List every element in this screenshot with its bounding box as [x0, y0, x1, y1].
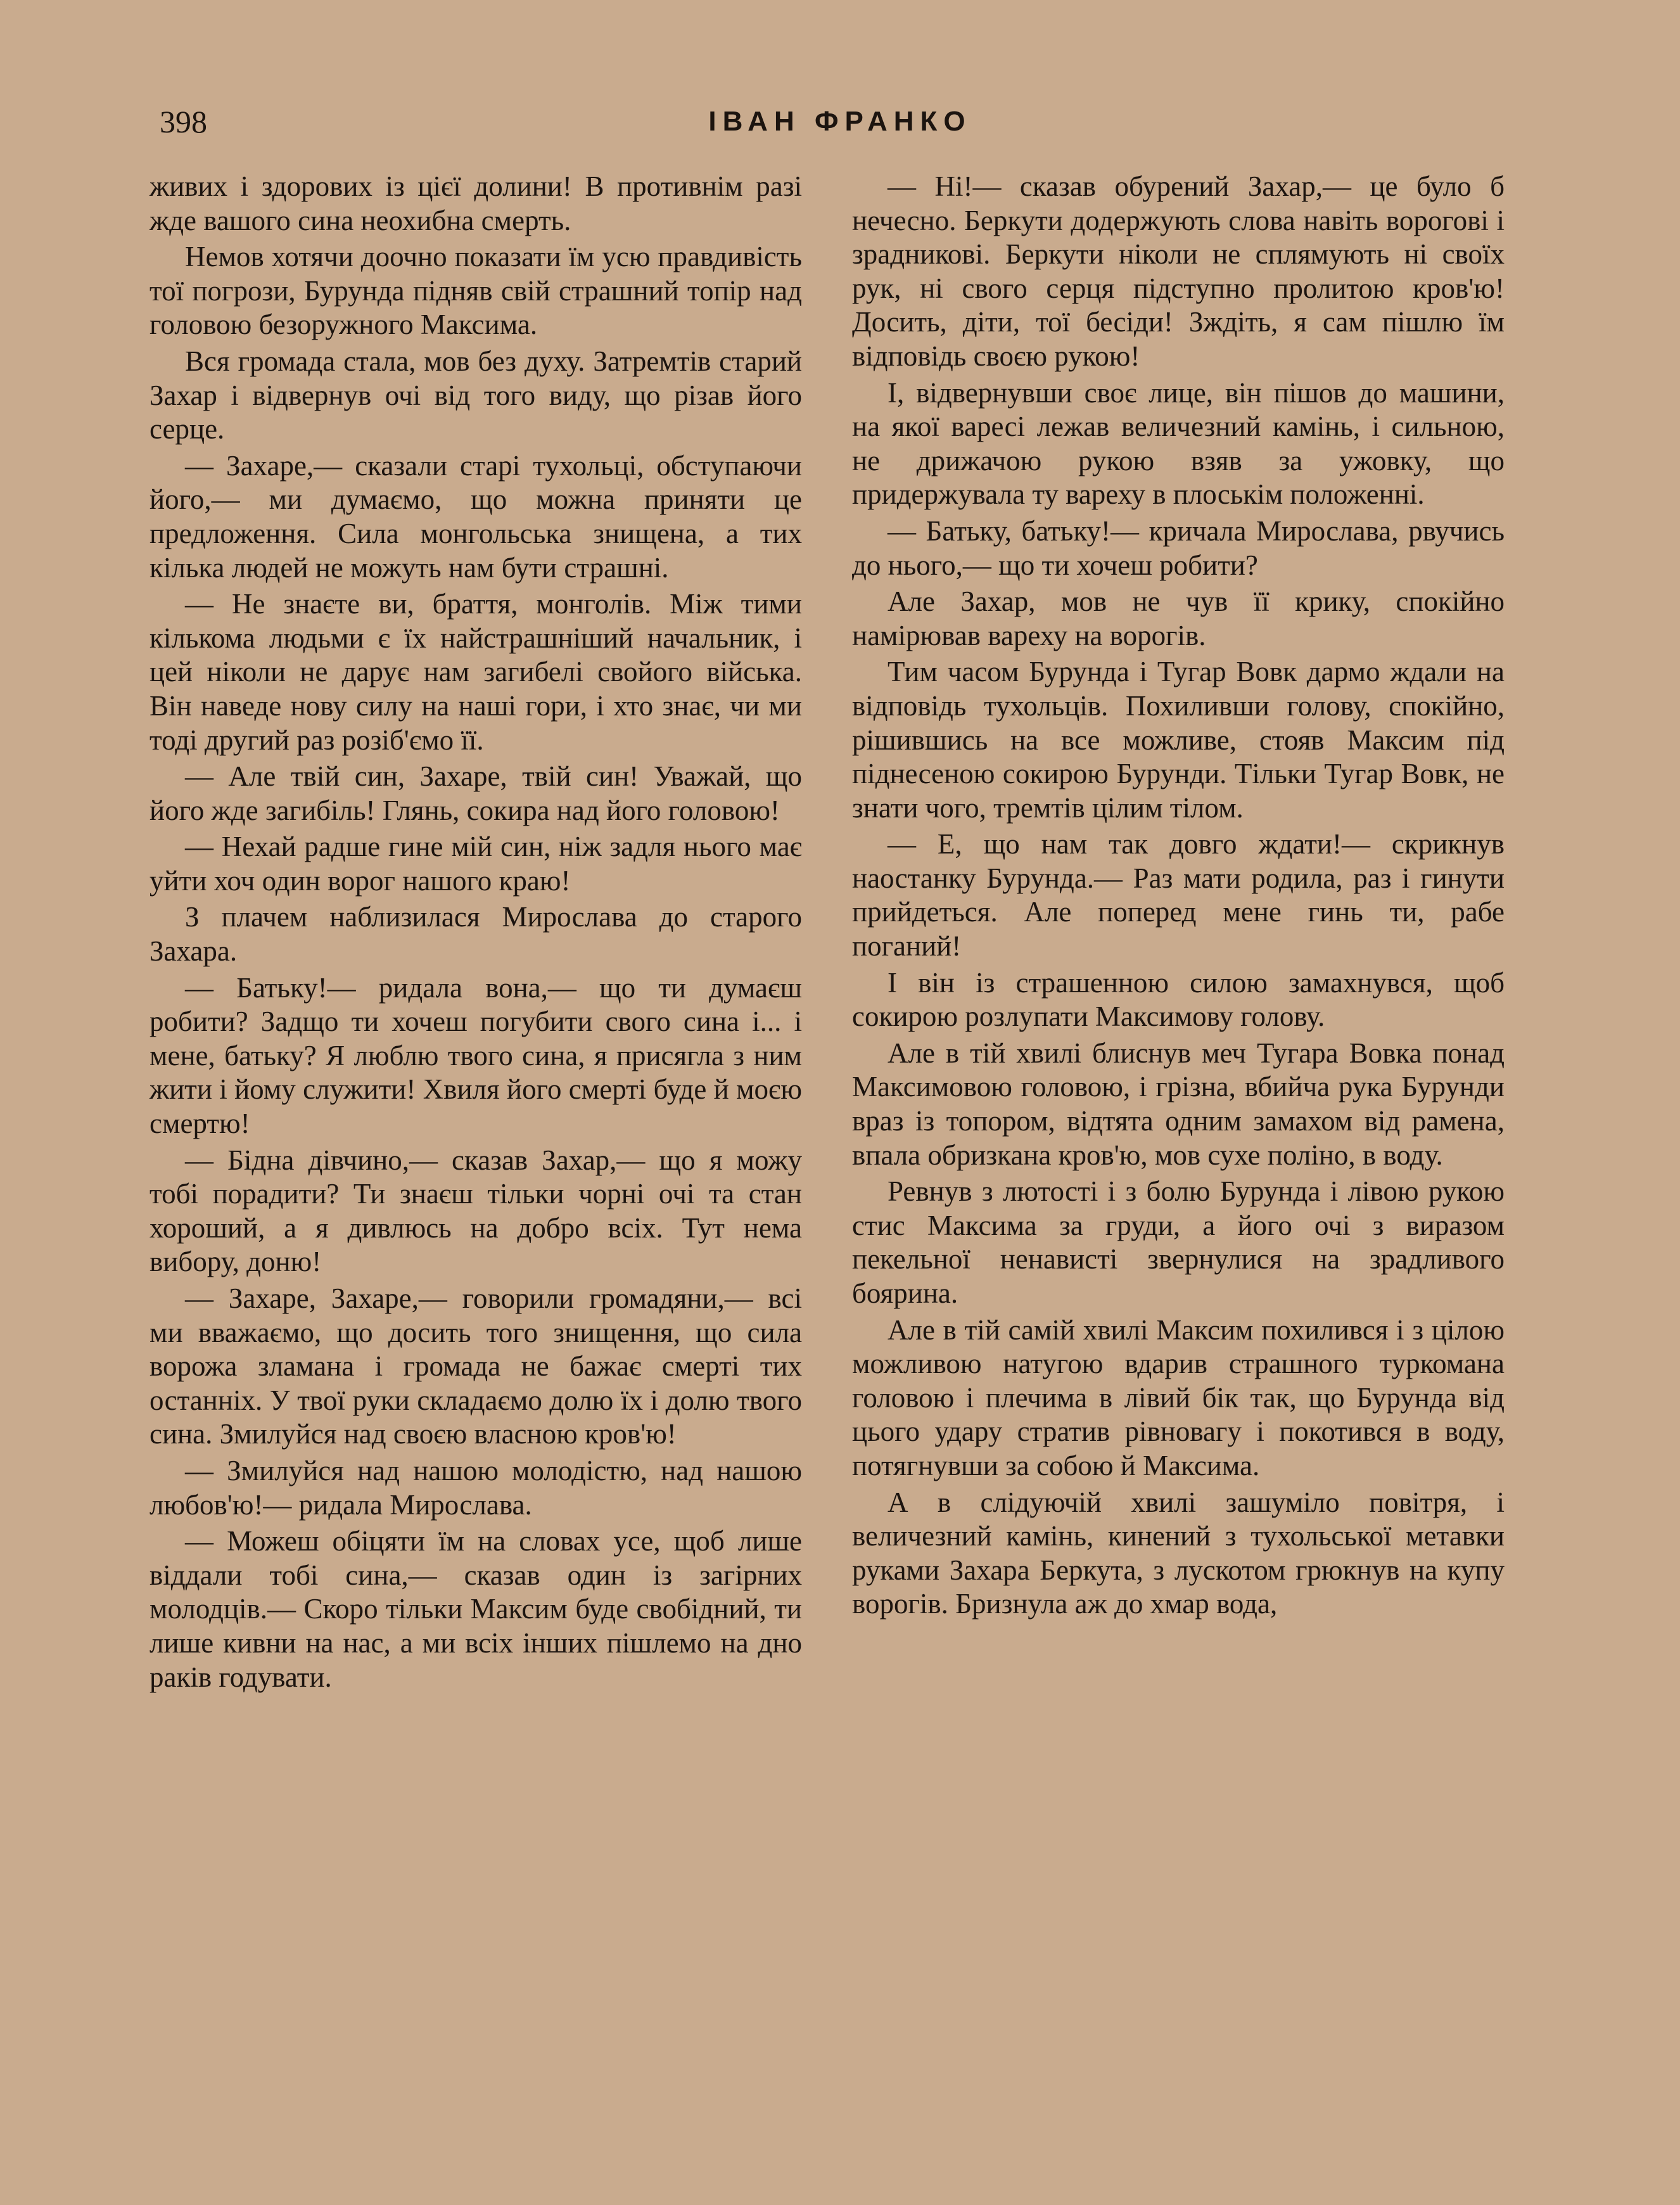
- paragraph: — Батьку, батьку!— кричала Мирослава, рвучись до нього,— що ти хочеш робити?: [852, 514, 1505, 581]
- paragraph: Але Захар, мов не чув її крику, спокійно намірював вареху на ворогів.: [852, 585, 1505, 651]
- paragraph: — Захаре,— сказали старі тухольці, обступаючи його,— ми думаємо, що можна приняти це предложення. Сила монгольська знищена, а тих кілька людей не можуть нам бути страшні.: [150, 449, 802, 584]
- paragraph: живих і здорових із цієї долини! В противнім разі жде вашого сина неохибна смерть.: [150, 170, 802, 236]
- paragraph: — Бідна дівчино,— сказав Захар,— що я можу тобі порадити? Ти знаєш тільки чорні очі та стан хороший, а я дивлюсь на добро всіх. Тут нема вибору, доню!: [150, 1144, 802, 1278]
- paragraph: — Не знаєте ви, браття, монголів. Між тими кількома людьми є їх найстрашніший начальник, і цей ніколи не дарує нам загибелі свойого війська. Він наведе нову силу на наші гори, і хто знає, чи ми тоді другий раз розіб'ємо її.: [150, 588, 802, 756]
- paragraph: — Батьку!— ридала вона,— що ти думаєш робити? Задщо ти хочеш погубити свого сина і... і мене, батьку? Я люблю твого сина, я присягла з ним жити і йому служити! Хвиля його смерті буде й моєю смертю!: [150, 971, 802, 1140]
- paragraph: І, відвернувши своє лице, він пішов до машини, на якої варесі лежав величезний камінь, і сильною, не дрижачою рукою взяв за ужовку, що придержувала ту вареху в плоськім положенні.: [852, 376, 1505, 511]
- paragraph: — Е, що нам так довго ждати!— скрикнув наостанку Бурунда.— Раз мати родила, раз і гинути прийдеться. Але поперед мене гинь ти, рабе поганий!: [852, 828, 1505, 962]
- right-text-column: [852, 170, 1505, 1624]
- paragraph: Немов хотячи доочно показати їм усю правдивість тої погрози, Бурунда підняв свій страшний топір над головою безоружного Максима.: [150, 241, 802, 341]
- paragraph: — Але твій син, Захаре, твій син! Уважай, що його жде загибіль! Глянь, сокира над його головою!: [150, 760, 802, 826]
- left-text-column: [150, 170, 802, 1697]
- paragraph: Ревнув з лютості і з болю Бурунда і лівою рукою стис Максима за груди, а його очі з виразом пекельної ненависті звернулися на зрадливого боярина.: [852, 1175, 1505, 1309]
- paragraph: А в слідуючій хвилі зашуміло повітря, і величезний камінь, кинений з тухольської метавки руками Захара Беркута, з лускотом грюкнув на купу ворогів. Бризнула аж до хмар вода,: [852, 1486, 1505, 1620]
- paragraph: — Нехай радше гине мій син, ніж задля нього має уйти хоч один ворог нашого краю!: [150, 831, 802, 897]
- page-number: 398: [160, 104, 207, 139]
- paragraph: Вся громада стала, мов без духу. Затремтів старий Захар і відвернув очі від того виду, що різав його серце.: [150, 345, 802, 445]
- paragraph: — Ні!— сказав обурений Захар,— це було б нечесно. Беркути додержують слова навіть ворогові і зрадникові. Беркути ніколи не сплямують ні своїх рук, ні свого серця підступно пролитою кров'ю! Досить, діти, тої бесіди! Зждіть, я сам пішлю їм відповідь своєю рукою!: [852, 170, 1505, 372]
- paragraph: — Захаре, Захаре,— говорили громадяни,— всі ми вважаємо, що досить того знищення, що сила ворожа зламана і громада не бажає смерті тих останніх. У твої руки складаємо долю їх і долю твого сина. Змилуйся над своєю власною кров'ю!: [150, 1282, 802, 1450]
- paragraph: Але в тій хвилі блиснув меч Тугара Вовка понад Максимовою головою, і грізна, вбийча рука Бурунди враз із топором, відтята одним замахом від рамена, впала обризкана кров'ю, мов сухе поліно, в воду.: [852, 1037, 1505, 1171]
- running-title: ІВАН ФРАНКО: [708, 106, 972, 137]
- paragraph: З плачем наблизилася Мирослава до старого Захара.: [150, 901, 802, 968]
- paragraph: І він із страшенною силою замахнувся, щоб сокирою розлупати Максимову голову.: [852, 966, 1505, 1033]
- paragraph: — Можеш обіцяти їм на словах усе, щоб лише віддали тобі сина,— сказав один із загірних молодців.— Скоро тільки Максим буде свобідний, ти лише кивни на нас, а ми всіх інших пішлемо на дно раків годувати.: [150, 1525, 802, 1693]
- paragraph: — Змилуйся над нашою молодістю, над нашою любов'ю!— ридала Мирослава.: [150, 1454, 802, 1521]
- paragraph: Тим часом Бурунда і Тугар Вовк дармо ждали на відповідь тухольців. Похиливши голову, спокійно, рішившись на все можливе, стояв Максим під піднесеною сокирою Бурунди. Тільки Тугар Вовк, не знати чого, тремтів цілим тілом.: [852, 656, 1505, 824]
- paragraph: Але в тій самій хвилі Максим похилився і з цілою можливою натугою вдарив страшного туркомана головою і плечима в лівий бік так, що Бурунда від цього удару стратив рівновагу і покотився в воду, потягнувши за собою й Максима.: [852, 1313, 1505, 1481]
